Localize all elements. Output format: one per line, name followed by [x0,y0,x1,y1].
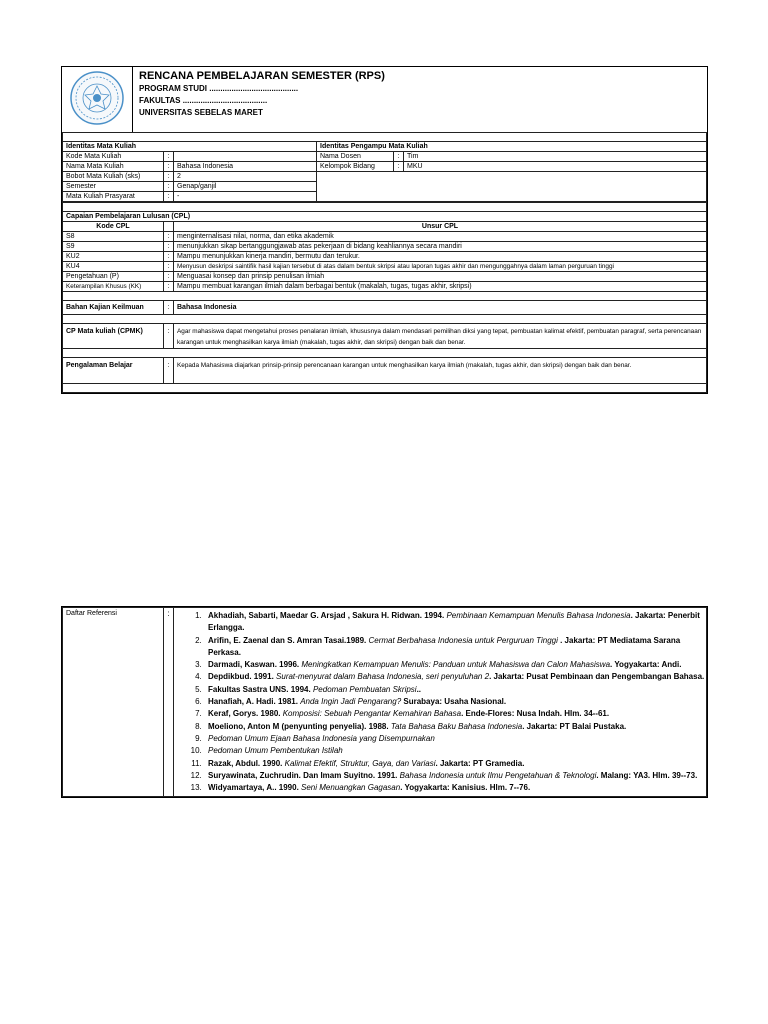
cell-label: Nama Mata Kuliah [63,162,164,172]
list-item: 11. Razak, Abdul. 1990. Kalimat Efektif, Struktur, Gaya, dan Variasi. Jakarta: PT Gramedia. [204,758,706,770]
cpl-kode: Keterampilan Khusus (KK) [63,282,164,292]
bahan-label: Bahan Kajian Keilmuan [63,301,164,315]
spacer-row [63,349,707,358]
list-item: 2. Arifin, E. Zaenal dan S. Amran Tasai.1989. Cermat Berbahasa Indonesia untuk Perguruan Tinggi . Jakarta: PT Mediatama Sarana Perkasa. [204,635,706,660]
table-row [63,172,707,182]
cpl-unsur: Mampu membuat karangan ilmiah dalam berbagai bentuk (makalah, tugas, tugas akhir, skripsi) [174,282,707,292]
cpl-heading: Capaian Pembelajaran Lulusan (CPL) [63,212,707,222]
cell-colon: : [164,272,174,282]
table-row [63,162,707,172]
cpl-kode: KU2 [63,252,164,262]
table-row [63,192,707,202]
cell-colon: : [164,608,174,797]
spacer-row [63,203,707,212]
list-item: 8. Moeliono, Anton M (penyunting penyelia). 1988. Tata Bahasa Baku Bahasa Indonesia. Jakarta: PT Balai Pustaka. [204,721,706,733]
rps-sheet [61,66,708,394]
cell-colon: : [164,182,174,192]
cell-colon: : [164,162,174,172]
cell-empty [164,222,174,232]
identitas-pengampu-heading: Identitas Pengampu Mata Kuliah [317,142,707,152]
table-row [63,252,707,262]
cpl-unsur: menginternalisasi nilai, norma, dan etika akademik [174,232,707,242]
identitas-mk-heading: Identitas Mata Kuliah [63,142,317,152]
spacer-row [63,384,707,393]
cell-label: Mata Kuliah Prasyarat [63,192,164,202]
list-item: 4. Depdikbud. 1991. Surat-menyurat dalam Bahasa Indonesia, seri penyuluhan 2. Jakarta: Pusat Pembinaan dan Pengembangan Bahasa. [204,671,706,683]
cpl-kode: KU4 [63,262,164,272]
list-item: 9. Pedoman Umum Ejaan Bahasa Indonesia yang Disempurnakan [204,733,706,745]
table-row [63,182,707,192]
referensi-list [174,608,706,796]
cell-empty [317,192,707,202]
cell-label: Semester [63,182,164,192]
list-item: 13. Widyamartaya, A.. 1990. Seni Menuangkan Gagasan. Yogyakarta: Kanisius. Hlm. 7--76. [204,782,706,794]
table-row [63,358,707,384]
page-title: RENCANA PEMBELAJARAN SEMESTER (RPS) [139,70,385,82]
spacer-row [63,292,707,301]
pengalaman-label: Pengalaman Belajar [63,358,164,384]
cpl-table [62,202,707,393]
table-row [63,232,707,242]
uns-seal-icon [62,67,132,129]
program-studi: PROGRAM STUDI ........................................ [139,84,299,93]
table-row [63,282,707,292]
list-item: 6. Hanafiah, A. Hadi. 1981. Anda Ingin Jadi Pengarang? Surabaya: Usaha Nasional. [204,696,706,708]
cell-value: Genap/ganjil [174,182,317,192]
table-row [63,324,707,349]
cell-label: Bobot Mata Kuliah (sks) [63,172,164,182]
cpl-unsur: Menyusun deskripsi saintifik hasil kajian tersebut di atas dalam bentuk skripsi atau laporan tugas akhir dan mengunggahnya dalam laman perguruan tinggi [174,262,707,272]
referensi-table [61,606,708,798]
cpl-unsur: menunjukkan sikap bertanggungjawab atas pekerjaan di bidang keahliannya secara mandiri [174,242,707,252]
university-name: UNIVERSITAS SEBELAS MARET [139,108,263,117]
list-item: 10. Pedoman Umum Pembentukan Istilah [204,745,706,757]
cpmk-value: Agar mahasiswa dapat mengetahui proses penalaran ilmiah, khususnya dalam mendasari pemilihan diksi yang tepat, pembuatan kalimat efektif, pembuatan paragraf, serta perencanaan karangan untuk menghasilkan karya ilmiah (makalah, tugas akhir, dan skripsi) dengan baik dan benar. [174,324,707,349]
cpl-col-unsur: Unsur CPL [174,222,707,232]
cpl-unsur: Mampu menunjukkan kinerja mandiri, bermutu dan terukur. [174,252,707,262]
list-item: 7. Keraf, Gorys. 1980. Komposisi: Sebuah Pengantar Kemahiran Bahasa. Ende-Flores: Nusa Indah. Hlm. 34--61. [204,708,706,720]
identitas-table [62,132,707,202]
cell-colon: : [394,152,404,162]
cpl-col-kode: Kode CPL [63,222,164,232]
list-item: 12. Suryawinata, Zuchrudin. Dan Imam Suyitno. 1991. Bahasa Indonesia untuk Ilmu Pengetahuan & Teknologi. Malang: YA3. Hlm. 39--73. [204,770,706,782]
cpl-unsur: Menguasai konsep dan prinsip penulisan ilmiah [174,272,707,282]
cell-value: Tim [404,152,707,162]
spacer-row [63,315,707,324]
table-row [63,262,707,272]
fakultas: FAKULTAS ...................................... [139,96,268,105]
cell-colon: : [164,324,174,349]
cpl-kode: Pengetahuan (P) [63,272,164,282]
university-logo [62,67,133,132]
table-row [63,272,707,282]
referensi-label: Daftar Referensi [63,608,164,797]
cell-label: Kode Mata Kuliah [63,152,164,162]
cell-label: Nama Dosen [317,152,394,162]
cell-value [174,152,317,162]
cpmk-label: CP Mata kuliah (CPMK) [63,324,164,349]
spacer-row [63,133,707,142]
bahan-value: Bahasa Indonesia [174,301,707,315]
cell-colon: : [164,358,174,384]
cell-colon: : [164,282,174,292]
cell-value: - [174,192,317,202]
cpl-kode: S9 [63,242,164,252]
cell-colon: : [164,301,174,315]
cell-label: Kelompok Bidang [317,162,394,172]
rps-header [62,67,707,132]
cell-colon: : [164,152,174,162]
referensi-list-cell [174,608,707,797]
list-item: 1. Akhadiah, Sabarti, Maedar G. Arsjad , Sakura H. Ridwan. 1994. Pembinaan Kemampuan Menulis Bahasa Indonesia. Jakarta: Penerbit Erlangga. [204,610,706,635]
table-row [63,152,707,162]
cell-colon: : [164,172,174,182]
cell-empty [317,172,707,182]
cpl-kode: S8 [63,232,164,242]
cell-colon: : [164,192,174,202]
cell-value: MKU [404,162,707,172]
cell-value: Bahasa Indonesia [174,162,317,172]
cell-colon: : [164,242,174,252]
cell-colon: : [164,252,174,262]
cell-empty [317,182,707,192]
cell-colon: : [164,232,174,242]
list-item: 5. Fakultas Sastra UNS. 1994. Pedoman Pembuatan Skripsi.. [204,684,706,696]
pengalaman-value: Kepada Mahasiswa diajarkan prinsip-prinsip perencanaan karangan untuk menghasilkan karya ilmiah (makalah, tugas akhir, dan skripsi) dengan baik dan benar. [174,358,707,384]
cell-value: 2 [174,172,317,182]
header-text [133,67,708,132]
cell-colon: : [394,162,404,172]
list-item: 3. Darmadi, Kaswan. 1996. Meningkatkan Kemampuan Menulis: Panduan untuk Mahasiswa dan Calon Mahasiswa. Yogyakarta: Andi. [204,659,706,671]
table-row [63,301,707,315]
cell-colon: : [164,262,174,272]
table-row [63,242,707,252]
